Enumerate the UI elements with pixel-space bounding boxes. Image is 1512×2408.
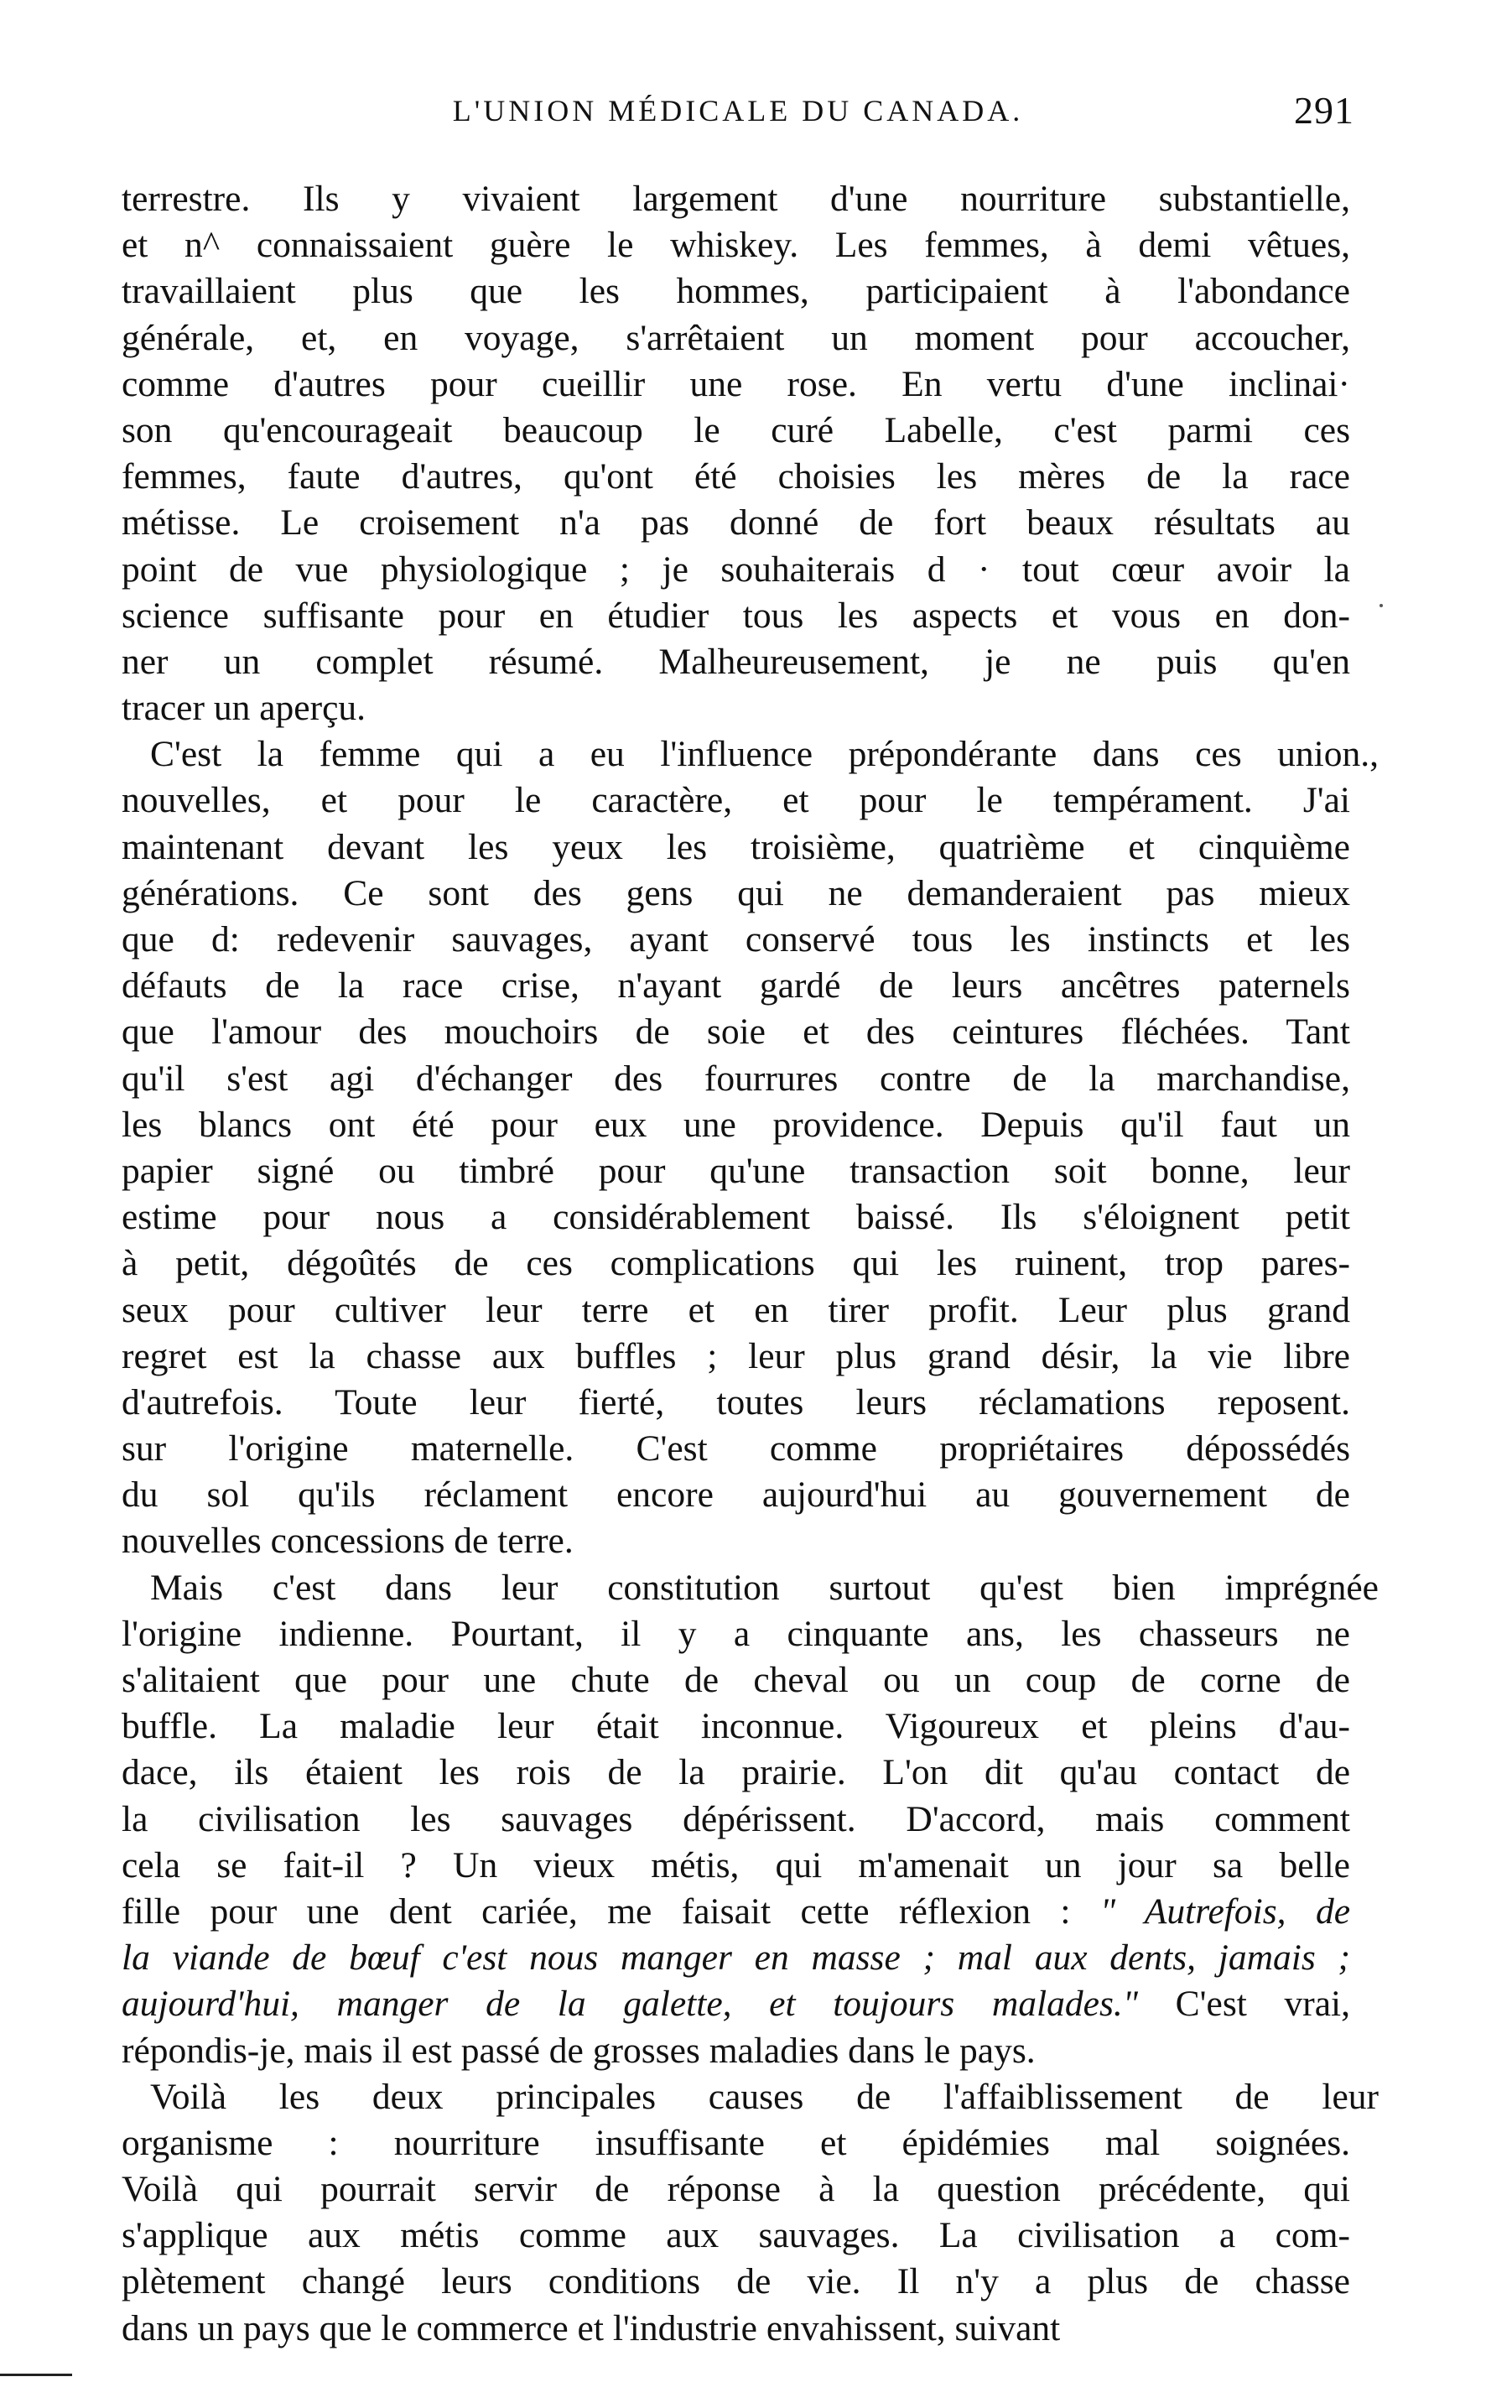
text-line: nouvelles, et pour le caractère, et pour le tempérament. J'ai [122,780,1350,821]
text-line: s'applique aux métis comme aux sauvages. La civilisation a com- [122,2215,1350,2256]
text-line: sur l'origine maternelle. C'est comme propriétaires dépossédés [122,1428,1350,1469]
text-line: estime pour nous a considérablement baissé. Ils s'éloignent petit [122,1197,1350,1238]
text-line: buffle. La maladie leur était inconnue. Vigoureux et pleins d'au- [122,1706,1350,1747]
text-line: son qu'encourageait beaucoup le curé Labelle, c'est parmi ces [122,409,1350,450]
text-line: répondis-je, mais il est passé de grosses maladies dans le pays. [122,2030,1036,2071]
text-line: organisme : nourriture insuffisante et épidémies mal soignées. [122,2122,1350,2163]
text-line: science suffisante pour en étudier tous les aspects et vous en don- [122,595,1350,636]
page-header [122,88,1354,138]
text-line: seux pour cultiver leur terre et en tirer profit. Leur plus grand [122,1289,1350,1330]
margin-speck [1380,604,1383,607]
text-line: les blancs ont été pour eux une providence. Depuis qu'il faut un [122,1104,1350,1145]
text-line: générale, et, en voyage, s'arrêtaient un moment pour accoucher, [122,317,1350,358]
text-line: ner un complet résumé. Malheureusement, je ne puis qu'en [122,641,1350,682]
body-text [122,176,1379,2352]
text-line: du sol qu'ils réclament encore aujourd'hui au gouvernement de [122,1474,1350,1516]
text-line: générations. Ce sont des gens qui ne demanderaient pas mieux [122,872,1350,913]
text-line: s'alitaient que pour une chute de cheval ou un coup de corne de [122,1660,1350,1700]
paragraph [122,176,1350,731]
text-line: aujourd'hui, manger de la galette, et toujours malades." C'est vrai, [122,1984,1350,2025]
text-line: la viande de bœuf c'est nous manger en masse ; mal aux dents, jamais ; [122,1937,1350,1979]
text-line: terrestre. Ils y vivaient largement d'une nourriture substantielle, [122,179,1350,219]
running-head: L'UNION MÉDICALE DU CANADA. [452,94,1024,127]
text-line: fille pour une dent cariée, me faisait cette réflexion : " Autrefois, de [122,1891,1350,1932]
text-line: métisse. Le croisement n'a pas donné de fort beaux résultats au [122,502,1350,543]
text-line: l'origine indienne. Pourtant, il y a cinquante ans, les chasseurs ne [122,1613,1350,1654]
text-line: comme d'autres pour cueillir une rose. En vertu d'une inclinai· [122,363,1350,404]
text-line: regret est la chasse aux buffles ; leur plus grand désir, la vie libre [122,1335,1350,1376]
text-line: Mais c'est dans leur constitution surtout qu'est bien imprégnée [150,1567,1379,1608]
paragraph [122,731,1379,1564]
text-line: tracer un aperçu. [122,688,366,729]
text-line: que l'amour des mouchoirs de soie et des ceintures fléchées. Tant [122,1012,1350,1053]
page-edge-mark [0,2374,72,2376]
text-line: C'est la femme qui a eu l'influence prépondérante dans ces union., [150,734,1379,775]
text-line: défauts de la race crise, n'ayant gardé de leurs ancêtres paternels [122,965,1350,1006]
text-line: et n^ connaissaient guère le whiskey. Les femmes, à demi vêtues, [122,225,1350,266]
page-number: 291 [1294,89,1354,132]
text-line: travaillaient plus que les hommes, participaient à l'abondance [122,271,1350,312]
text-line: Voilà qui pourrait servir de réponse à la question précédente, qui [122,2169,1350,2210]
paragraph [122,2074,1379,2352]
paragraph [122,1565,1379,2074]
text-line: la civilisation les sauvages dépérissent. D'accord, mais comment [122,1798,1350,1839]
text-line: femmes, faute d'autres, qu'ont été choisies les mères de la race [122,456,1350,497]
text-line: que d: redevenir sauvages, ayant conservé tous les instincts et les [122,919,1350,960]
text-line: dace, ils étaient les rois de la prairie. L'on dit qu'au contact de [122,1752,1350,1793]
text-line: à petit, dégoûtés de ces complications qui les ruinent, trop pares- [122,1243,1350,1284]
text-line: nouvelles concessions de terre. [122,1521,574,1562]
text-line: point de vue physiologique ; je souhaiterais d · tout cœur avoir la [122,549,1350,590]
text-line: d'autrefois. Toute leur fierté, toutes leurs réclamations reposent. [122,1381,1350,1422]
text-line: Voilà les deux principales causes de l'affaiblissement de leur [150,2076,1379,2117]
text-line: maintenant devant les yeux les troisième, quatrième et cinquième [122,826,1350,867]
text-line: papier signé ou timbré pour qu'une transaction soit bonne, leur [122,1150,1350,1191]
text-line: qu'il s'est agi d'échanger des fourrures contre de la marchandise, [122,1058,1350,1099]
text-line: dans un pays que le commerce et l'industrie envahissent, suivant [122,2307,1061,2348]
text-line: plètement changé leurs conditions de vie. Il n'y a plus de chasse [122,2261,1350,2302]
text-line: cela se fait-il ? Un vieux métis, qui m'amenait un jour sa belle [122,1844,1350,1885]
